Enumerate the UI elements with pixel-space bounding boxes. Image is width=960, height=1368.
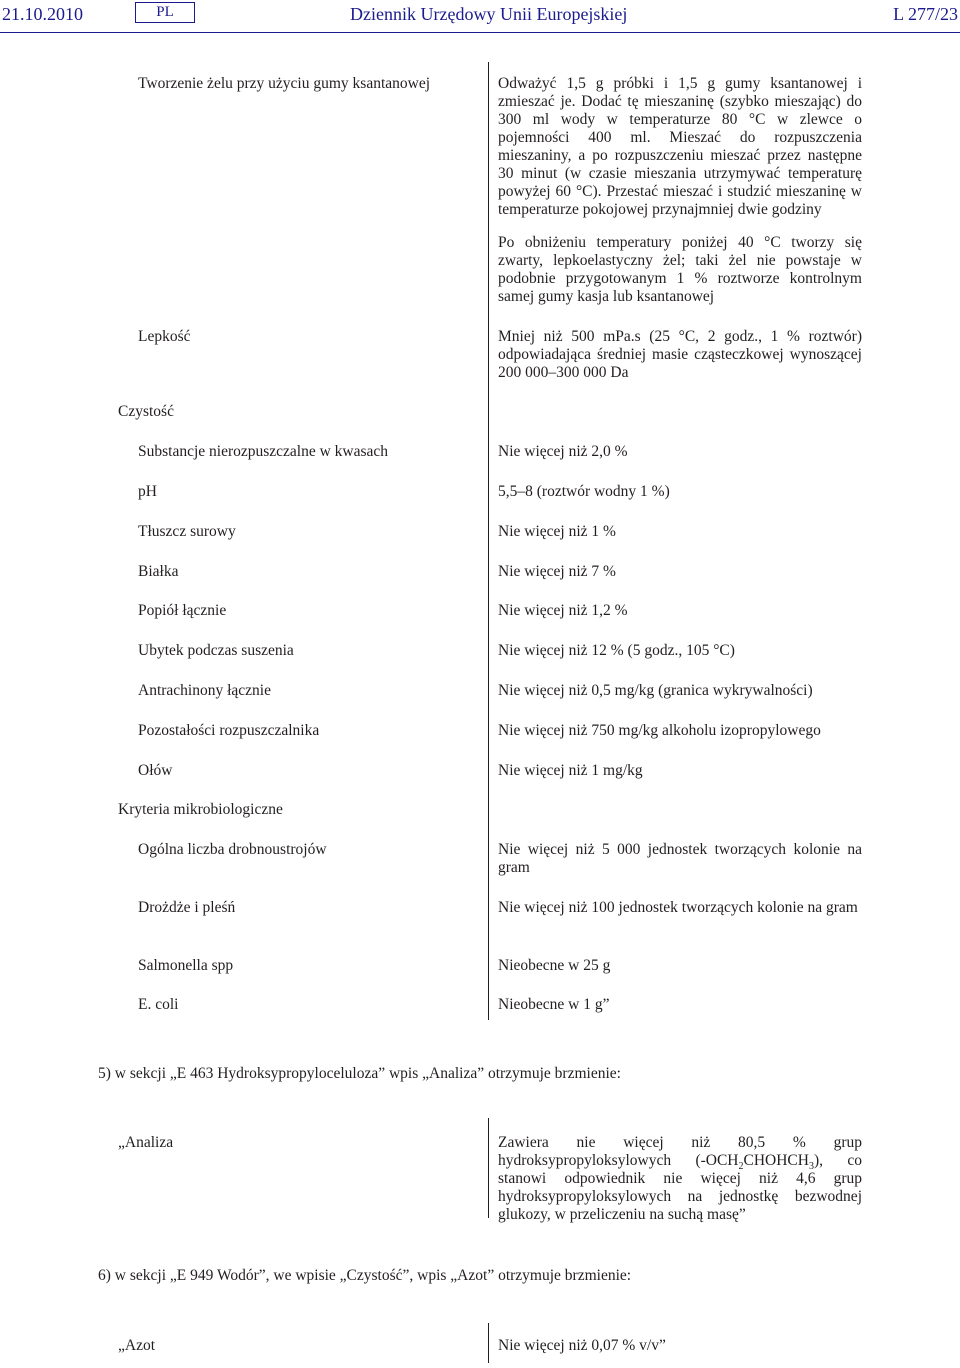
purity-row-value: Nie więcej niż 1 % xyxy=(498,523,616,540)
micro-row-label: E. coli xyxy=(138,996,179,1013)
analiza-subscript-2: 3 xyxy=(808,1161,814,1173)
purity-row-label: Popiół łącznie xyxy=(138,602,227,619)
language-badge: PL xyxy=(135,2,195,23)
micro-row-value: Nie więcej niż 100 jednostek tworzących kolonie na gram xyxy=(498,899,858,916)
column-divider-analiza xyxy=(488,1118,489,1218)
header-rule xyxy=(0,32,960,33)
purity-row-value: Nie więcej niż 1 mg/kg xyxy=(498,762,643,779)
analiza-text-c: ), co stanowi odpowiednik nie więcej niż 4,6 grup hydroksypropyloksylowych na jednostkę bezwodnej glukozy, w przeliczeniu na suchą masę” xyxy=(498,1152,862,1223)
purity-row-value: Nie więcej niż 12 % (5 godz., 105 °C) xyxy=(498,642,735,659)
journal-title: Dziennik Urzędowy Unii Europejskiej xyxy=(350,4,628,24)
micro-heading: Kryteria mikrobiologiczne xyxy=(118,801,283,818)
page-header xyxy=(0,0,960,30)
micro-row-value: Nieobecne w 25 g xyxy=(498,957,611,974)
amendment-6-text: 6) w sekcji „E 949 Wodór”, we wpisie „Czystość”, wpis „Azot” otrzymuje brzmienie: xyxy=(98,1267,632,1284)
analiza-subscript-1: 2 xyxy=(738,1161,744,1173)
purity-row-label: Pozostałości rozpuszczalnika xyxy=(138,722,320,739)
amendment-5-text: 5) w sekcji „E 463 Hydroksypropyloceluloza” wpis „Analiza” otrzymuje brzmienie: xyxy=(98,1065,621,1082)
purity-row-label: Substancje nierozpuszczalne w kwasach xyxy=(138,443,389,460)
purity-heading: Czystość xyxy=(118,403,174,420)
purity-row-value: Nie więcej niż 2,0 % xyxy=(498,443,628,460)
analiza-value xyxy=(498,1134,862,1224)
column-divider xyxy=(488,62,489,1020)
purity-row-value: 5,5–8 (roztwór wodny 1 %) xyxy=(498,483,670,500)
purity-row-label: Białka xyxy=(138,563,179,580)
analiza-text-b: CHOHCH xyxy=(743,1152,809,1169)
gel-formation-label: Tworzenie żelu przy użyciu gumy ksantanowej xyxy=(138,75,431,92)
purity-row-value: Nie więcej niż 0,5 mg/kg (granica wykrywalności) xyxy=(498,682,813,699)
purity-row-label: Ubytek podczas suszenia xyxy=(138,642,294,659)
azot-label: „Azot xyxy=(118,1337,156,1354)
purity-row-value: Nie więcej niż 1,2 % xyxy=(498,602,628,619)
micro-row-value: Nie więcej niż 5 000 jednostek tworzących kolonie na gram xyxy=(498,841,862,876)
purity-row-label: pH xyxy=(138,483,157,500)
purity-row-label: Ołów xyxy=(138,762,173,779)
purity-row-value: Nie więcej niż 7 % xyxy=(498,563,616,580)
column-divider-azot xyxy=(488,1323,489,1363)
analiza-text-a: Zawiera nie więcej niż 80,5 % grup hydroksypropyloksylowych (-OCH xyxy=(498,1134,862,1169)
publication-date: 21.10.2010 xyxy=(2,4,83,24)
micro-row-label: Drożdże i pleśń xyxy=(138,899,236,916)
page-reference: L 277/23 xyxy=(893,4,958,24)
micro-row-label: Ogólna liczba drobnoustrojów xyxy=(138,841,327,858)
gel-formation-result: Po obniżeniu temperatury poniżej 40 °C tworzy się zwarty, lepkoelastyczny żel; taki żel nie powstaje w podobnie przygotowanym 1 % roztworze kontrolnym samej gumy kasja lub ksantanowej xyxy=(498,234,862,305)
purity-row-label: Tłuszcz surowy xyxy=(138,523,236,540)
gel-formation-method: Odważyć 1,5 g próbki i 1,5 g gumy ksantanowej i zmieszać je. Dodać tę mieszaninę (szybko mieszając) do 300 ml wody w temperaturze 80 °C w zlewce o pojemności 400 ml. Mieszać do rozpuszczenia mieszaniny, a po rozpuszczeniu mieszać przez następne 30 minut (w czasie mieszania utrzymywać temperaturę powyżej 60 °C). Przestać mieszać i studzić mieszaninę w temperaturze pokojowej przynajmniej dwie godziny xyxy=(498,75,862,218)
micro-row-label: Salmonella spp xyxy=(138,957,234,974)
azot-value: Nie więcej niż 0,07 % v/v” xyxy=(498,1337,666,1354)
purity-row-label: Antrachinony łącznie xyxy=(138,682,271,699)
micro-row-value: Nieobecne w 1 g” xyxy=(498,996,610,1013)
purity-row-value: Nie więcej niż 750 mg/kg alkoholu izopropylowego xyxy=(498,722,821,739)
analiza-label: „Analiza xyxy=(118,1134,174,1151)
viscosity-value: Mniej niż 500 mPa.s (25 °C, 2 godz., 1 % roztwór) odpowiadająca średniej masie cząsteczkowej wynoszącej 200 000–300 000 Da xyxy=(498,328,862,381)
viscosity-label: Lepkość xyxy=(138,328,191,345)
